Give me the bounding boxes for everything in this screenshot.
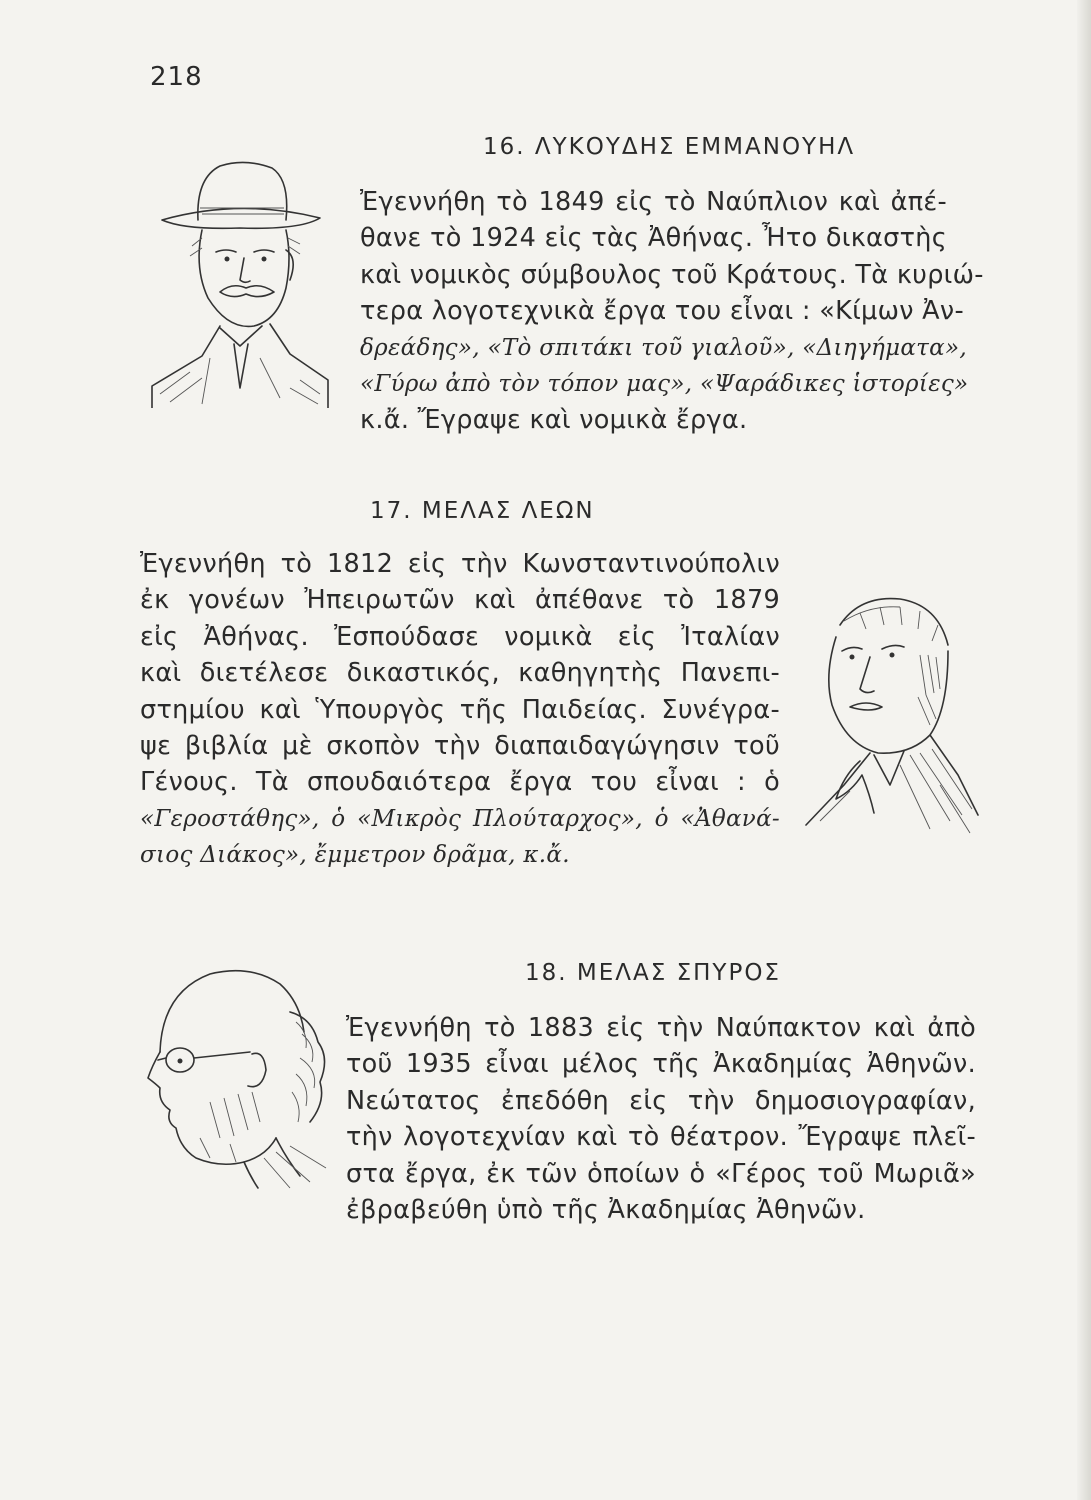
bio-line: τὴν λογοτεχνίαν καὶ τὸ θέατρον. Ἔγραψε πλεῖ-	[346, 1122, 976, 1153]
bio-line: κ.ἄ. Ἔγραψε καὶ νομικὰ ἔργα.	[360, 405, 748, 436]
page-number: 218	[150, 62, 203, 92]
portrait-lykoudis	[150, 158, 330, 412]
bio-line: σιος Διάκος», ἔμμετρον δρᾶμα, κ.ἄ.	[140, 842, 570, 869]
bio-line: Γένους. Τὰ σπουδαιότερα ἔργα του εἶναι : ὁ	[140, 767, 780, 798]
entry-bio	[140, 546, 780, 874]
bio-line: εἰς Ἀθήνας. Ἐσπούδασε νομικὰ εἰς Ἰταλίαν	[140, 621, 780, 652]
bio-line: ἐβραβεύθη ὑπὸ τῆς Ἀκαδημίας Ἀθηνῶν.	[346, 1195, 866, 1226]
bio-line: «Γεροστάθης», ὁ «Μικρὸς Πλούταρχος», ὁ «Ἀθανά-	[140, 805, 780, 832]
bio-line: καὶ νομικὸς σύμβουλος τοῦ Κράτους. Τὰ κυριώ-	[360, 259, 984, 290]
bio-line: τοῦ 1935 εἶναι μέλος τῆς Ἀκαδημίας Ἀθηνῶν.	[346, 1049, 976, 1080]
bio-line: δρεάδης», «Τὸ σπιτάκι τοῦ γιαλοῦ», «Διηγήματα»,	[360, 334, 968, 361]
portrait-melas-spyros	[140, 962, 340, 1196]
bio-line: Νεώτατος ἐπεδόθη εἰς τὴν δημοσιογραφίαν,	[346, 1085, 976, 1116]
entry-heading: 17. ΜΕΛΑΣ ΛΕΩΝ	[370, 498, 595, 524]
bio-line: ψε βιβλία μὲ σκοπὸν τὴν διαπαιδαγώγησιν τοῦ	[140, 731, 780, 762]
portrait-melas-leon	[800, 585, 980, 839]
entry-bio	[360, 184, 984, 439]
entry-heading: 18. ΜΕΛΑΣ ΣΠΥΡΟΣ	[525, 960, 781, 986]
bio-line: τερα λογοτεχνικὰ ἔργα του εἶναι : «Κίμων Ἀν-	[360, 296, 964, 327]
bio-line: θανε τὸ 1924 εἰς τὰς Ἀθήνας. Ἦτο δικαστὴς	[360, 223, 947, 254]
page-edge	[1077, 0, 1091, 1500]
entry-bio	[346, 1010, 976, 1228]
bio-line: στημίου καὶ Ὑπουργὸς τῆς Παιδείας. Συνέγρα-	[140, 694, 780, 725]
bio-line: «Γύρω ἀπὸ τὸν τόπον μας», «Ψαράδικες ἱστορίες»	[360, 371, 969, 398]
bio-line: καὶ διετέλεσε δικαστικός, καθηγητὴς Πανεπι-	[140, 658, 780, 689]
bio-line: Ἐγεννήθη τὸ 1883 εἰς τὴν Ναύπακτον καὶ ἀπὸ	[346, 1013, 976, 1043]
bio-line: ἐκ γονέων Ἠπειρωτῶν καὶ ἀπέθανε τὸ 1879	[140, 585, 780, 616]
bio-line: στα ἔργα, ἐκ τῶν ὁποίων ὁ «Γέρος τοῦ Μωριᾶ»	[346, 1158, 976, 1189]
bio-line: Ἐγεννήθη τὸ 1849 εἰς τὸ Ναύπλιον καὶ ἀπέ-	[360, 187, 947, 217]
bio-line: Ἐγεννήθη τὸ 1812 εἰς τὴν Κωνσταντινούπολιν	[140, 549, 780, 579]
entry-heading: 16. ΛΥΚΟΥΔΗΣ ΕΜΜΑΝΟΥΗΛ	[483, 134, 856, 160]
